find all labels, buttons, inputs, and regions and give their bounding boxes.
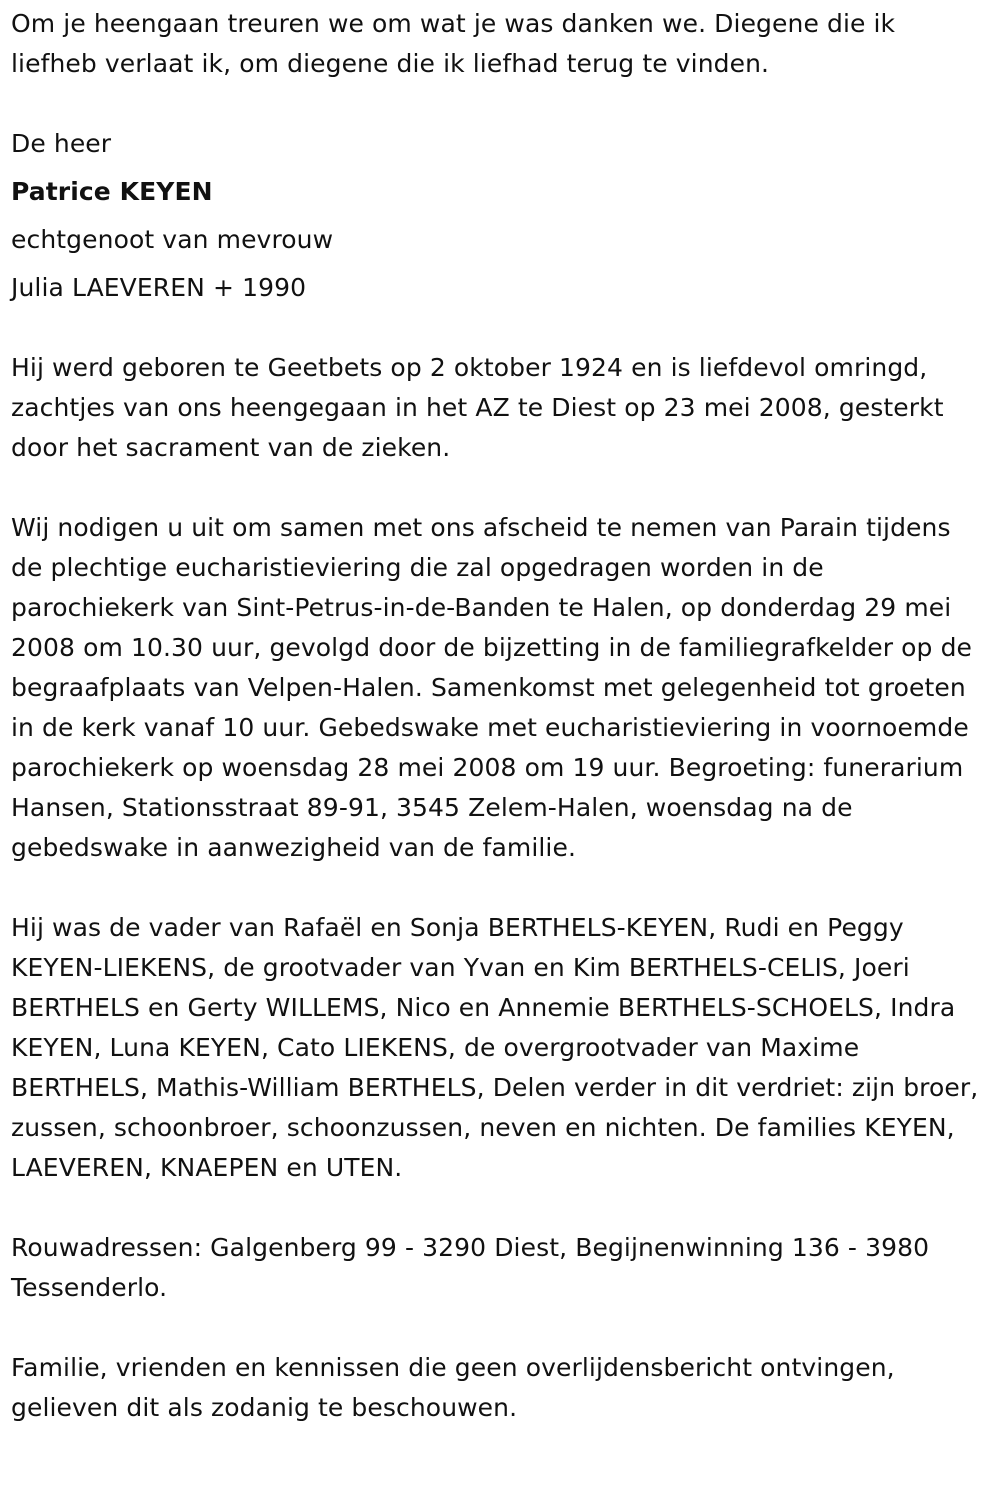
service-paragraph: Wij nodigen u uit om samen met ons afscheid te nemen van Parain tijdens de plechtige eucharistieviering die zal opgedragen worden in de parochiekerk van Sint-Petrus-in-de-Banden te Halen, op donderdag 29 mei 2008 om 10.30 uur, gevolgd door de bijzetting in de familiegrafkelder op de begraafplaats van Velpen-Halen. Samenkomst met gelegenheid tot groeten in de kerk vanaf 10 uur. Gebedswake met eucharistieviering in voornoemde parochiekerk op woensdag 28 mei 2008 om 19 uur. Begroeting: funerarium Hansen, Stationsstraat 89-91, 3545 Zelem-Halen, woensdag na de gebedswake in aanwezigheid van de familie. (11, 513, 973, 862)
honorific: De heer (11, 129, 112, 158)
opening-quote: Om je heengaan treuren we om wat je was danken we. Diegene die ik liefheb verlaat ik, om diegene die ik liefhad terug te vinden. (11, 9, 896, 78)
family-paragraph: Hij was de vader van Rafaël en Sonja BERTHELS-KEYEN, Rudi en Peggy KEYEN-LIEKENS, de grootvader van Yvan en Kim BERTHELS-CELIS, Joeri BERTHELS en Gerty WILLEMS, Nico en Annemie BERTHELS-SCHOELS, Indra KEYEN, Luna KEYEN, Cato LIEKENS, de overgrootvader van Maxime BERTHELS, Mathis-William BERTHELS, Delen verder in dit verdriet: zijn broer, zussen, schoonbroer, schoonzussen, neven en nichten. De families KEYEN, LAEVEREN, KNAEPEN en UTEN. (11, 913, 979, 1182)
spouse-label: echtgenoot van mevrouw (11, 225, 334, 254)
closing-paragraph: Familie, vrienden en kennissen die geen overlijdensbericht ontvingen, gelieven dit als zodanig te beschouwen. (11, 1353, 895, 1422)
deceased-name: Patrice KEYEN (11, 177, 213, 206)
birth-death-paragraph: Hij werd geboren te Geetbets op 2 oktober 1924 en is liefdevol omringd, zachtjes van ons heengegaan in het AZ te Diest op 23 mei 2008, gesterkt door het sacrament van de zieken. (11, 353, 944, 462)
name-block (11, 124, 988, 308)
spouse-name: Julia LAEVEREN + 1990 (11, 273, 307, 302)
addresses-paragraph: Rouwadressen: Galgenberg 99 - 3290 Diest, Begijnenwinning 136 - 3980 Tessenderlo. (11, 1233, 930, 1302)
